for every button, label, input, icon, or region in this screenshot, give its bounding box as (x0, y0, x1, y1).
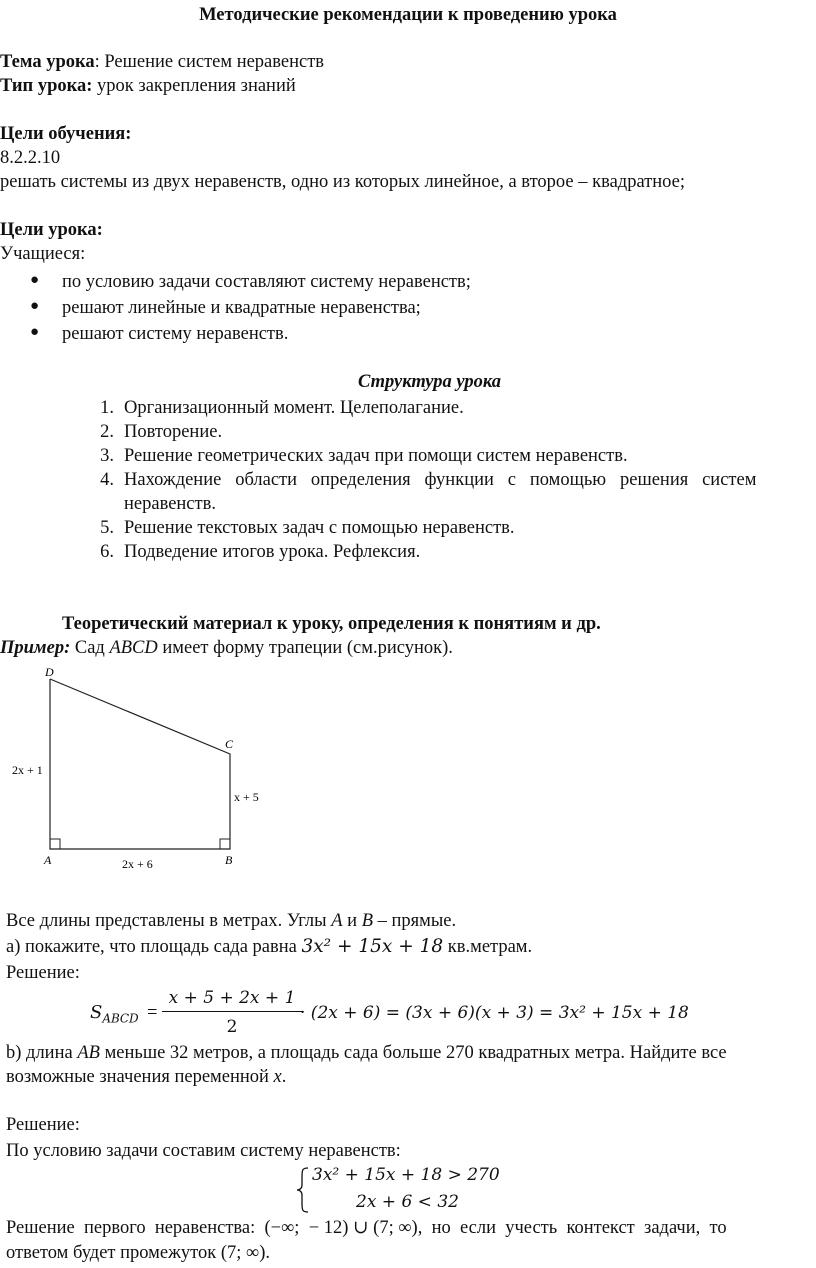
answer-line-2: ответом будет промежуток (7; ∞). (6, 1243, 270, 1263)
formula-eq: = (147, 1003, 158, 1023)
list-item: Организационный момент. Целеполагание. (124, 398, 464, 418)
lesson-type-label: Тип урока: (0, 76, 93, 96)
formula-lhs: 𝑆$_{𝐴𝐵𝐶𝐷}$ (90, 1002, 139, 1026)
lesson-type-line (0, 74, 296, 98)
theory-heading: Теоретический материал к уроку, определения к понятиям и др. (62, 614, 601, 634)
list-item: Повторение. (124, 422, 223, 442)
example-label: Пример: (0, 638, 71, 658)
vertex-a: A (44, 853, 52, 867)
area-expression: 3𝑥² + 15𝑥 + 18 (301, 936, 444, 957)
list-item: решают линейные и квадратные неравенства; (62, 298, 421, 318)
formula-denominator: 2 (226, 1017, 238, 1037)
example-line: Пример: Сад ABCD имеет форму трапеции (см.рисунок). (0, 638, 453, 658)
lesson-goals-intro: Учащиеся: (0, 244, 86, 264)
side-ab-label: 2x + 6 (122, 857, 153, 871)
right-angle-b (220, 839, 230, 849)
list-number: 5. (100, 518, 114, 538)
topic-line (0, 50, 324, 74)
part-b-line: b) длина AB меньше 32 метров, а площадь сада больше 270 квадратных метра. Найдите все (6, 1043, 727, 1063)
inequality-1: 3𝑥² + 15𝑥 + 18 > 270 (312, 1165, 500, 1185)
bullet-icon: ● (30, 298, 40, 314)
list-item: по условию задачи составляют систему неравенств; (62, 272, 471, 292)
formula-rest: · (2𝑥 + 6) = (3𝑥 + 6)(𝑥 + 3) = 3𝑥² + 15𝑥 + 18 (300, 1003, 689, 1023)
learning-goals-heading: Цели обучения: (0, 124, 132, 144)
solution-label: Решение: (6, 963, 80, 983)
formula-numerator: 𝑥 + 5 + 2𝑥 + 1 (168, 988, 296, 1008)
trapezoid-outline (50, 679, 230, 849)
learning-goal-text: решать системы из двух неравенств, одно из которых линейное, а второе – квадратное; (0, 172, 685, 192)
trapezoid-figure (0, 660, 290, 880)
topic-sep: : (94, 52, 100, 72)
system-brace (296, 1166, 310, 1214)
list-item: Решение текстовых задач с помощью неравенств. (124, 518, 515, 538)
list-number: 6. (100, 542, 114, 562)
fraction-bar (162, 1011, 302, 1012)
inequality-2: 2𝑥 + 6 < 32 (356, 1192, 459, 1212)
structure-heading: Структура урока (358, 372, 501, 392)
side-ad-label: 2x + 1 (12, 763, 43, 777)
vertex-b: B (225, 853, 233, 867)
lesson-goals-heading: Цели урока: (0, 220, 103, 240)
list-number: 3. (100, 446, 114, 466)
lengths-line: Все длины представлены в метрах. Углы A и B – прямые. (6, 911, 457, 931)
solution-label-2: Решение: (6, 1115, 80, 1135)
list-item: Нахождение области определения функции с помощью решения систем (124, 470, 757, 490)
example-abcd: ABCD (109, 638, 158, 658)
part-b-line2: возможные значения переменной x. (6, 1067, 287, 1087)
vertex-c: C (225, 737, 234, 751)
lesson-type-value: урок закрепления знаний (92, 76, 296, 96)
part-a-line: а) покажите, что площадь сада равна 3𝑥² + 15𝑥 + 18 кв.метрам. (6, 936, 533, 957)
page-title: Методические рекомендации к проведению урока (199, 5, 617, 25)
list-number: 1. (100, 398, 114, 418)
bullet-icon: ● (30, 324, 40, 340)
topic-value: Решение систем неравенств (99, 52, 325, 72)
right-angle-a (50, 839, 60, 849)
list-number: 4. (100, 470, 114, 490)
topic-label: Тема урока (0, 52, 95, 72)
list-item: Подведение итогов урока. Рефлексия. (124, 542, 421, 562)
side-bc-label: x + 5 (234, 790, 259, 804)
vertex-d: D (45, 665, 54, 679)
list-item: решают систему неравенств. (62, 324, 289, 344)
bullet-icon: ● (30, 272, 40, 288)
answer-line-1: Решение первого неравенства: (−∞; − 12) ∪ (7; ∞), но если учесть контекст задачи, то (6, 1218, 727, 1238)
learning-goal-code: 8.2.2.10 (0, 148, 61, 168)
list-item-continuation: неравенств. (124, 494, 216, 514)
list-number: 2. (100, 422, 114, 442)
system-intro: По условию задачи составим систему неравенств: (6, 1141, 401, 1161)
list-item: Решение геометрических задач при помощи систем неравенств. (124, 446, 628, 466)
